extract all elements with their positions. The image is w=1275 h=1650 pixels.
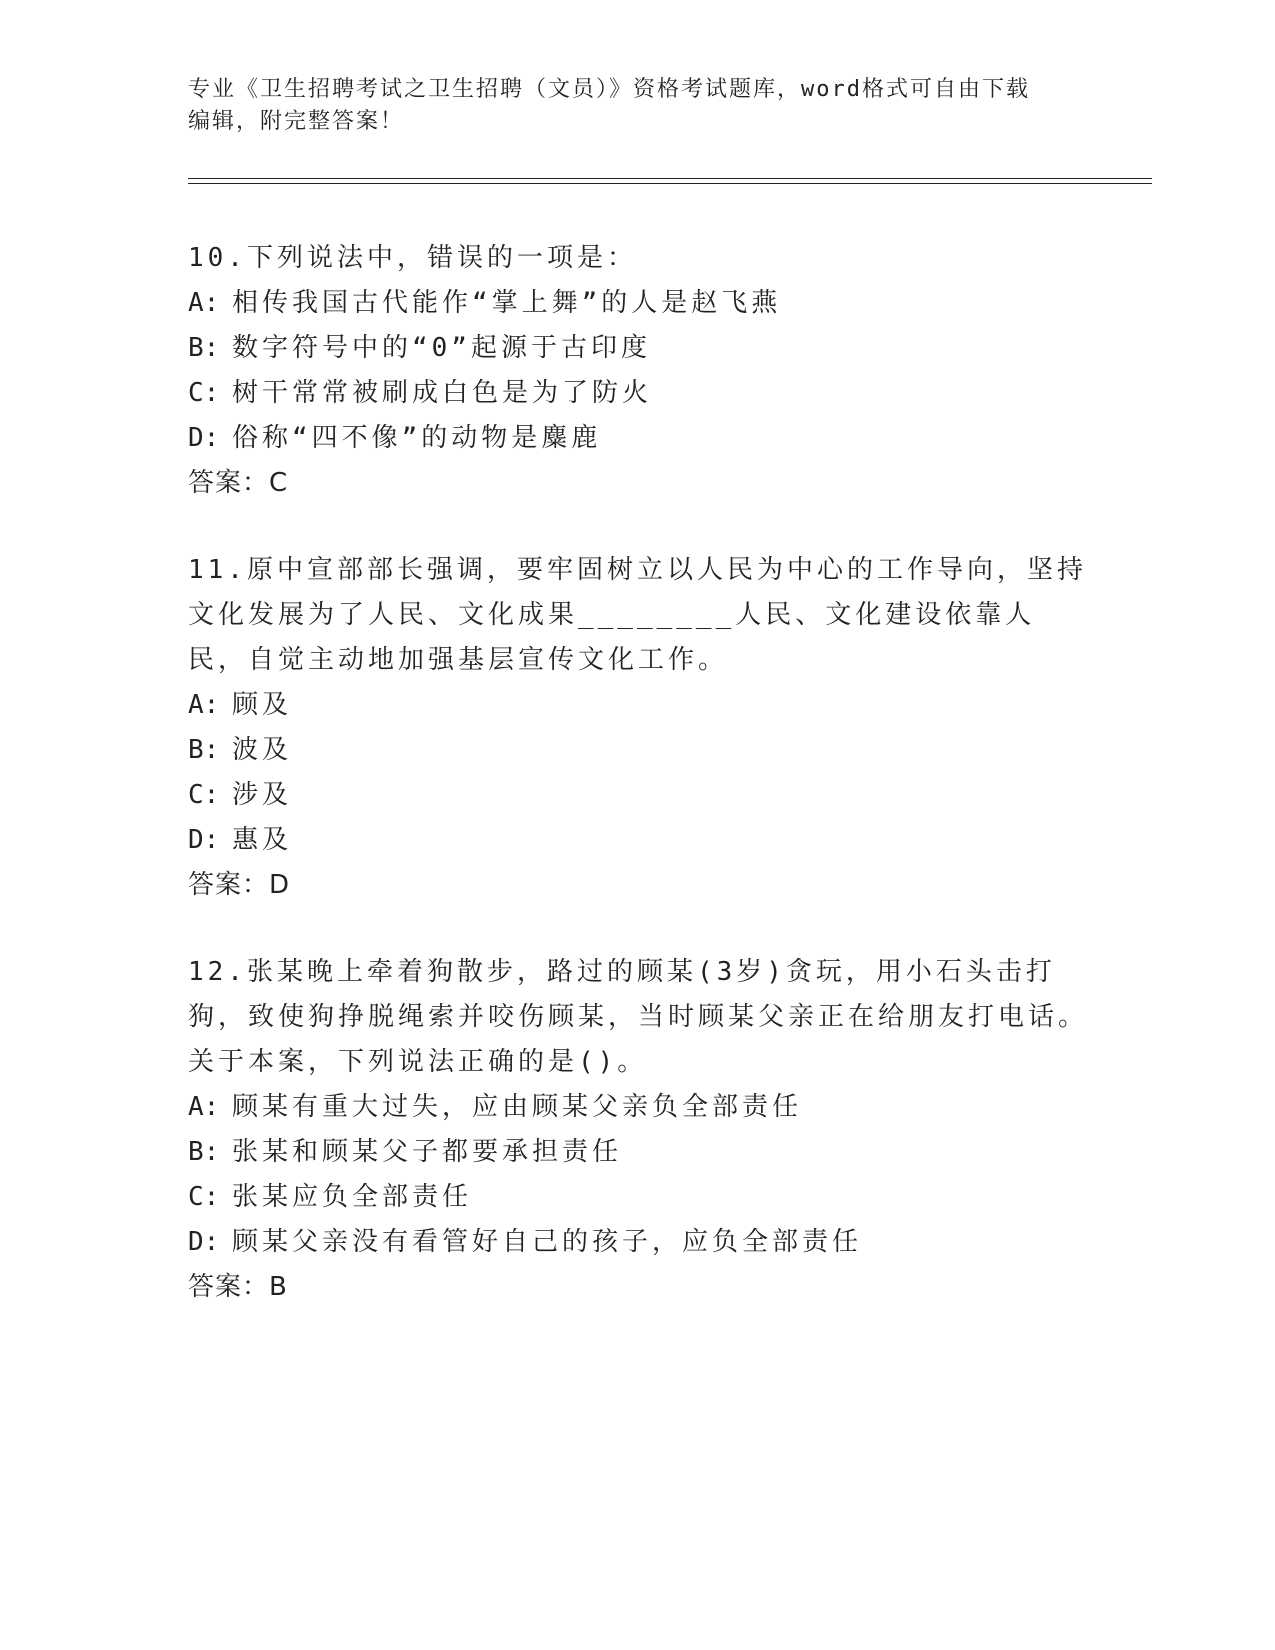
- question-11: [188, 548, 1088, 908]
- option-text: 张某和顾某父子都要承担责任: [232, 1137, 623, 1167]
- option-c: [188, 773, 1088, 818]
- option-a: [188, 683, 1088, 728]
- question-list: [188, 236, 1088, 1352]
- option-a: [188, 281, 1088, 326]
- option-text: 顾某有重大过失，应由顾某父亲负全部责任: [232, 1092, 803, 1122]
- option-b: [188, 326, 1088, 371]
- option-text: 数字符号中的“0”起源于古印度: [232, 333, 651, 363]
- option-b: [188, 728, 1088, 773]
- option-a: [188, 1085, 1088, 1130]
- option-label: B:: [188, 1137, 220, 1167]
- question-stem: 11.原中宣部部长强调，要牢固树立以人民为中心的工作导向，坚持文化发展为了人民、文化成果________人民、文化建设依靠人民，自觉主动地加强基层宣传文化工作。: [188, 555, 1087, 675]
- option-text: 树干常常被刷成白色是为了防火: [232, 378, 653, 408]
- option-d: [188, 818, 1088, 863]
- option-label: C:: [188, 780, 220, 810]
- option-text: 惠及: [232, 825, 293, 855]
- option-label: A:: [188, 690, 220, 720]
- question-12: [188, 950, 1088, 1310]
- answer-text: 答案：B: [188, 1272, 288, 1302]
- option-label: C:: [188, 1182, 220, 1212]
- option-text: 顾及: [232, 690, 293, 720]
- answer-text: 答案：D: [188, 870, 291, 900]
- option-text: 波及: [232, 735, 293, 765]
- answer-text: 答案：C: [188, 468, 289, 498]
- option-c: [188, 1175, 1088, 1220]
- option-text: 相传我国古代能作“掌上舞”的人是赵飞燕: [232, 288, 782, 318]
- option-label: D:: [188, 825, 220, 855]
- option-text: 涉及: [232, 780, 293, 810]
- option-text: 顾某父亲没有看管好自己的孩子，应负全部责任: [232, 1227, 863, 1257]
- question-stem: 10.下列说法中，错误的一项是：: [188, 243, 637, 273]
- option-label: A:: [188, 1092, 220, 1122]
- header-divider-top: [188, 178, 1152, 179]
- header-line-1: 专业《卫生招聘考试之卫生招聘（文员）》资格考试题库，word格式可自由下载: [188, 77, 1030, 102]
- option-text: 张某应负全部责任: [232, 1182, 473, 1212]
- option-d: [188, 416, 1088, 461]
- header-divider-bottom: [188, 183, 1152, 184]
- option-label: B:: [188, 333, 220, 363]
- option-c: [188, 371, 1088, 416]
- option-d: [188, 1220, 1088, 1265]
- question-stem: 12.张某晚上牵着狗散步，路过的顾某(3岁)贪玩，用小石头击打狗，致使狗挣脱绳索并咬伤顾某，当时顾某父亲正在给朋友打电话。关于本案，下列说法正确的是()。: [188, 957, 1089, 1077]
- document-header: [188, 74, 1088, 138]
- question-10: [188, 236, 1088, 506]
- option-label: A:: [188, 288, 220, 318]
- option-b: [188, 1130, 1088, 1175]
- option-text: 俗称“四不像”的动物是麋鹿: [232, 423, 602, 453]
- option-label: B:: [188, 735, 220, 765]
- option-label: D:: [188, 1227, 220, 1257]
- option-label: D:: [188, 423, 220, 453]
- header-line-2: 编辑，附完整答案！: [188, 109, 405, 134]
- option-label: C:: [188, 378, 220, 408]
